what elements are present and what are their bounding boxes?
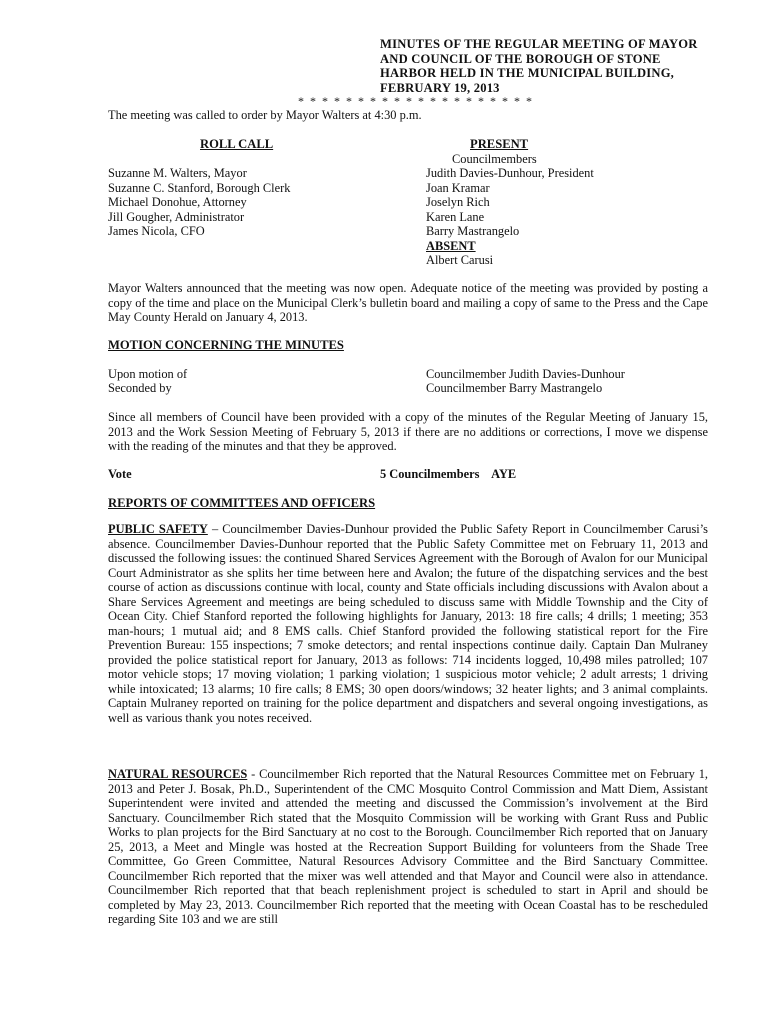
- absent-heading: ABSENT: [426, 238, 476, 253]
- member-entry: Barry Mastrangelo: [426, 224, 520, 238]
- natural-resources-report: [108, 767, 708, 927]
- call-to-order: The meeting was called to order by Mayor Walters at 4:30 p.m.: [108, 108, 422, 122]
- public-safety-text: – Councilmember Davies-Dunhour provided the Public Safety Report in Councilmember Carusi’s absence. Councilmember Davies-Dunhour reported that the Public Safety Committee met on February 11, 2013 and discussed the following issues: the continued Shared Services Agreement with the Borough of Avalon for our Municipal Court Administrator as she splits her time between here and Avalon; the future of the dispatching services and the best course of action as discussions continue with local, county and State officials including discussions with Avalon about a Share Services Agreement and meetings are being scheduled to discuss same with Middle Township and the City of Ocean City. Chief Stanford reported the following highlights for January, 2013: 18 fire calls; 4 drills; 1 meeting; 353 man-hours; 1 mutual aid; and 8 EMS calls. Chief Stanford provided the following statistical report for the Fire Prevention Bureau: 155 inspections; 7 smoke detectors; and rental inspections continue daily. Captain Dan Mulraney provided the police statistical report for January, 2013 as follows: 714 incidents logged, 10,498 miles patrolled; 107 motor vehicle stops; 17 moving violation; 1 parking violation; 1 suspicious motor vehicle; 2 adult arrests; 1 driving while intoxicated; 13 alarms; 10 fire calls; 8 EMS; 30 open doors/windows; 32 heater lights; and 3 animal complaints. Captain Mulraney reported on training for the police department and dispatchers and several ongoing investigations, as well as various thank you notes received.: [108, 522, 708, 725]
- councilmembers-subheading: Councilmembers: [452, 152, 537, 166]
- public-safety-label: PUBLIC SAFETY: [108, 522, 208, 536]
- vote-label: Vote: [108, 467, 132, 481]
- official-entry: James Nicola, CFO: [108, 224, 205, 238]
- seconded-label: Seconded by: [108, 381, 172, 395]
- member-entry: Karen Lane: [426, 209, 485, 224]
- official-entry: Jill Gougher, Administrator: [108, 209, 245, 224]
- official-entry: Michael Donohue, Attorney: [108, 195, 247, 209]
- document-title: MINUTES OF THE REGULAR MEETING OF MAYOR AND COUNCIL OF THE BOROUGH OF STONE HARBOR HELD IN THE MUNICIPAL BUILDING, FEBRUARY 19, 2013: [380, 37, 698, 95]
- member-entry: Joselyn Rich: [426, 195, 490, 209]
- roll-call-heading: ROLL CALL: [200, 137, 274, 151]
- upon-motion-label: Upon motion of: [108, 367, 188, 381]
- natural-resources-text: - Councilmember Rich reported that the Natural Resources Committee met on February 1, 2013 and Peter J. Bosak, Ph.D., Superintendent of the CMC Mosquito Control Commission and Matt Diem, Assistant Superintendent were invited and attended the meeting and discussed the Commission’s involvement at the Bird Sanctuary. Councilmember Rich stated that the Mosquito Commission will be working with Grant Russ and Public Works to plan projects for the Bird Sanctuary at no cost to the Borough. Councilmember Rich reported that on January 25, 2013, a Meet and Mingle was hosted at the Recreation Support Building for volunteers from the Shade Tree Committee, Go Green Committee, Natural Resources Advisory Committee and the Bird Sanctuary Committee. Councilmember Rich reported that the mixer was well attended and that Mayor and Council were also in attendance. Councilmember Rich reported that that beach replenishment project is scheduled to start in April and should be completed by May 23, 2013. Councilmember Rich reported that the meeting with Ocean Coastal has to be rescheduled regarding Site 103 and we are still: [108, 767, 708, 926]
- vote-result: 5 Councilmembers AYE: [380, 467, 517, 481]
- present-heading: PRESENT: [470, 137, 529, 151]
- motion-heading: MOTION CONCERNING THE MINUTES: [108, 338, 344, 352]
- upon-motion-value: Councilmember Judith Davies-Dunhour: [426, 367, 625, 381]
- natural-resources-label: NATURAL RESOURCES: [108, 767, 248, 781]
- absent-entry: Albert Carusi: [426, 253, 494, 267]
- reports-heading: REPORTS OF COMMITTEES AND OFFICERS: [108, 496, 376, 510]
- motion-text: Since all members of Council have been provided with a copy of the minutes of the Regular Meeting of January 15, 2013 and the Work Session Meeting of February 5, 2013 if there are no additions or corrections, I move we dispense with the reading of the minutes and that they be approved.: [108, 410, 708, 453]
- public-safety-report: [108, 522, 708, 725]
- official-entry: Suzanne C. Stanford, Borough Clerk: [108, 180, 291, 195]
- officials-list: [108, 166, 290, 239]
- official-entry: Suzanne M. Walters, Mayor: [108, 166, 247, 180]
- present-members-list: [426, 166, 594, 268]
- meeting-notice: Mayor Walters announced that the meeting was now open. Adequate notice of the meeting was provided by posting a copy of the time and place on the Municipal Clerk’s bulletin board and mailing a copy of same to the Press and the Cape May County Herald on January 4, 2013.: [108, 281, 708, 324]
- separator-stars: * * * * * * * * * * * * * * * * * * * *: [298, 94, 534, 108]
- member-entry: Judith Davies-Dunhour, President: [426, 166, 594, 180]
- member-entry: Joan Kramar: [426, 180, 490, 195]
- seconded-value: Councilmember Barry Mastrangelo: [426, 381, 603, 395]
